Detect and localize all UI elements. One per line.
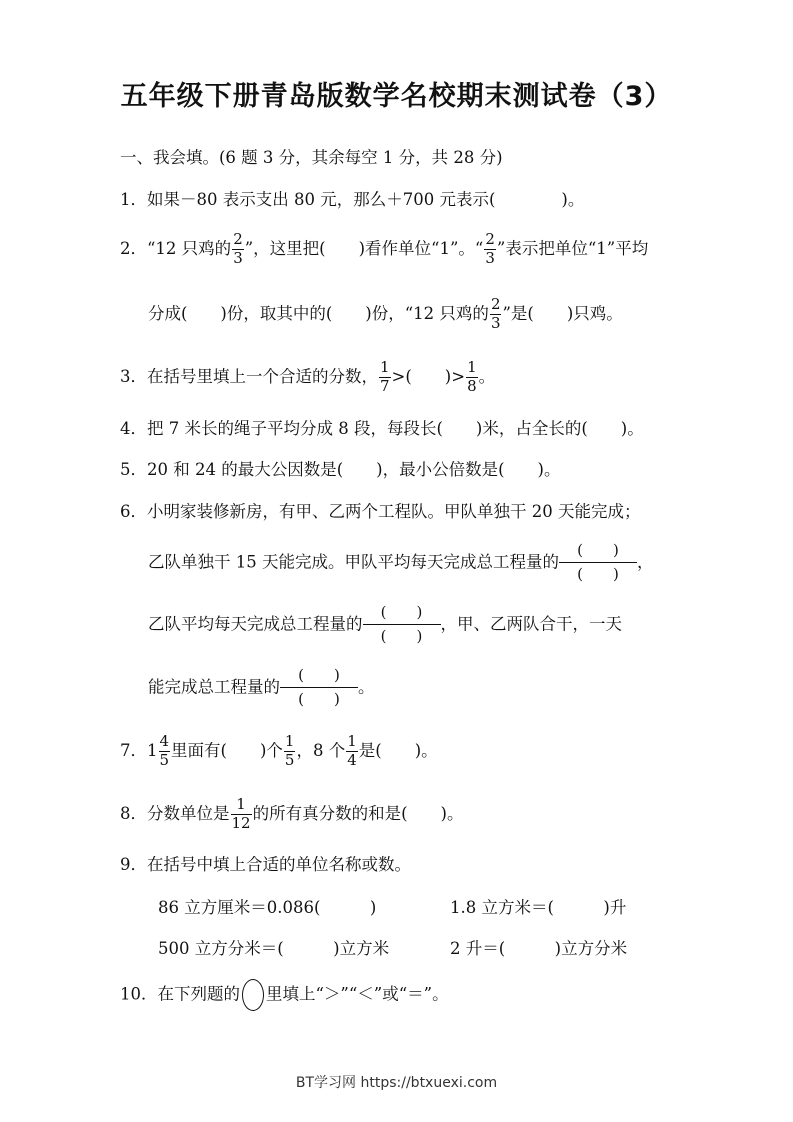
fraction-denominator: 5: [159, 750, 170, 769]
question-5: 5．20 和 24 的最大公因数是( )，最小公倍数是( )。: [120, 460, 561, 479]
fraction-1-7: [379, 360, 391, 395]
fraction-4-5: [159, 734, 171, 769]
fraction-numerator: 1: [231, 797, 252, 815]
q9-item-3: 500 立方分米＝( )立方米: [158, 939, 390, 958]
question-10: [120, 979, 449, 1011]
question-6-line-3: [148, 604, 622, 646]
fraction-numerator: 2: [490, 295, 501, 313]
q8-text-a: 8．分数单位是: [120, 803, 230, 823]
q2-text-b: ”，这里把( )看作单位“1”。“: [244, 238, 484, 258]
fraction-2-3: [490, 297, 502, 332]
q6-text-c-end: ，甲、乙两队合干，一天: [440, 614, 622, 634]
fraction-numerator: 1: [284, 732, 295, 750]
fraction-numerator: 2: [485, 230, 495, 248]
fraction-1-8: [466, 360, 478, 395]
fraction-denominator: 3: [233, 248, 243, 267]
footer-watermark: BT学习网 https://btxuexi.com: [295, 1075, 498, 1091]
question-6-line-2: [148, 542, 654, 584]
fraction-1-5: [284, 734, 296, 769]
fraction-2-3: [484, 232, 496, 267]
question-4: 4．把 7 米长的绳子平均分成 8 段，每段长( )米，占全长的( )。: [120, 419, 644, 438]
fraction-denominator: 3: [490, 313, 501, 332]
fraction-2-3: [232, 232, 244, 267]
blank-denominator: ( ): [298, 690, 340, 709]
blank-numerator: ( ): [280, 667, 358, 688]
question-1: 1．如果－80 表示支出 80 元，那么＋700 元表示( )。: [120, 190, 585, 209]
question-2-line-2: [148, 297, 623, 332]
page-title: 五年级下册青岛版数学名校期末测试卷（3）: [120, 81, 673, 112]
q7-text-b: 里面有( )个: [171, 740, 283, 760]
fraction-numerator: 1: [380, 358, 390, 376]
q10-text-b: 里填上“＞”“＜”或“＝”。: [266, 984, 449, 1004]
q6-text-d-end: 。: [358, 677, 375, 697]
fraction-denominator: 12: [231, 813, 251, 832]
fraction-denominator: 5: [284, 750, 295, 769]
q7-text-a: 7．1: [120, 740, 158, 760]
question-8: [120, 797, 463, 832]
q7-text-e: 是( )。: [358, 740, 438, 760]
fraction-1-12: [231, 797, 252, 832]
question-2-line-1: [120, 232, 648, 267]
q6-text-c: 乙队平均每天完成总工程量的: [148, 614, 363, 634]
q3-text-a: 3．在括号里填上一个合适的分数，: [120, 366, 378, 386]
fraction-denominator: 3: [485, 248, 495, 267]
section-heading: 一、我会填。(6 题 3 分，其余每空 1 分，共 28 分): [120, 148, 503, 167]
fraction-denominator: 4: [347, 750, 357, 769]
blank-fraction: [363, 604, 441, 646]
blank-numerator: ( ): [363, 604, 441, 625]
q10-text-a: 10．在下列题的: [120, 984, 240, 1004]
q3-text-b: >( )>: [391, 366, 466, 386]
blank-numerator: ( ): [559, 542, 637, 563]
fraction-numerator: 1: [347, 732, 357, 750]
q9-item-1: 86 立方厘米＝0.086( ): [158, 898, 377, 917]
q2-text-e: ”是( )只鸡。: [502, 303, 623, 323]
q9-item-4: 2 升＝( )立方分米: [450, 939, 628, 958]
fraction-numerator: 2: [233, 230, 243, 248]
q2-text-a: 2．“12 只鸡的: [120, 238, 232, 258]
q7-text-c: ，8 个: [296, 740, 346, 760]
q6-text-b: 乙队单独干 15 天能完成。甲队平均每天完成总工程量的: [148, 552, 559, 572]
blank-fraction: [280, 667, 358, 709]
q3-text-c: 。: [478, 366, 496, 386]
q6-text-d: 能完成总工程量的: [148, 677, 280, 697]
blank-denominator: ( ): [577, 565, 619, 584]
blank-denominator: ( ): [380, 627, 423, 646]
fraction-numerator: 4: [159, 732, 170, 750]
question-6-line-4: [148, 667, 375, 709]
fraction-denominator: 8: [467, 376, 477, 395]
question-6-line-1: 6．小明家装修新房，有甲、乙两个工程队。甲队单独干 20 天能完成；: [120, 502, 641, 521]
q6-text-b-end: ，: [637, 552, 654, 572]
q2-text-c: ”表示把单位“1”平均: [496, 238, 649, 258]
q8-text-b: 的所有真分数的和是( )。: [252, 803, 464, 823]
blank-fraction: [559, 542, 637, 584]
fraction-1-4: [346, 734, 358, 769]
question-3: [120, 360, 495, 395]
question-9-title: 9．在括号中填上合适的单位名称或数。: [120, 855, 411, 874]
fraction-denominator: 7: [380, 376, 390, 395]
fraction-numerator: 1: [467, 358, 477, 376]
comparison-circle-icon: [242, 979, 264, 1011]
q2-text-d: 分成( )份，取其中的( )份，“12 只鸡的: [148, 303, 489, 323]
question-7: [120, 734, 438, 769]
q9-item-2: 1.8 立方米＝( )升: [450, 898, 627, 917]
